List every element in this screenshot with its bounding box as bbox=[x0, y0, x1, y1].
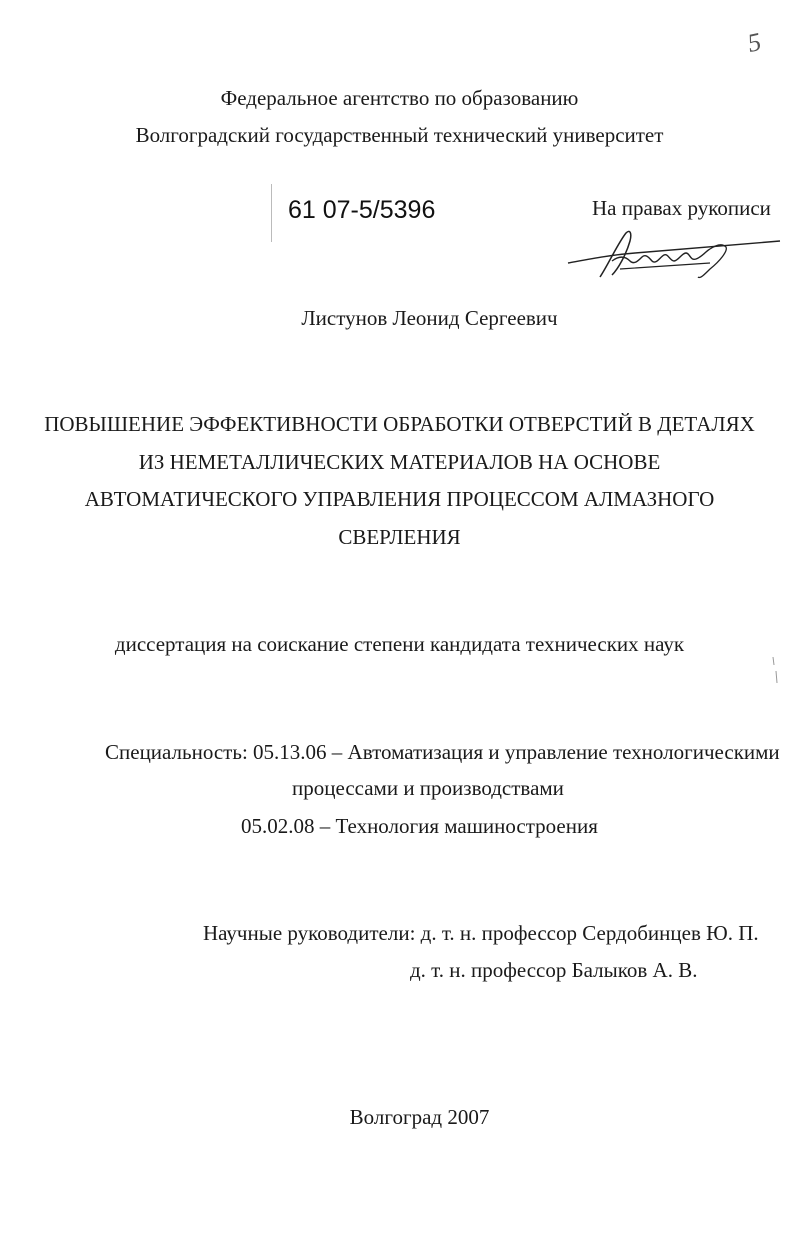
stamp-divider bbox=[271, 184, 272, 242]
university-name: Волгоградский государственный технический университет bbox=[135, 123, 664, 147]
author-name: Листунов Леонид Сергеевич bbox=[301, 306, 558, 330]
page-number-mark: 5 bbox=[745, 26, 764, 59]
supervisors-line-2: д. т. н. профессор Балыков А. В. bbox=[410, 958, 698, 982]
specialty-line-1: Специальность: 05.13.06 – Автоматизация и управление технологическими bbox=[105, 740, 780, 764]
supervisors-line-1: Научные руководители: д. т. н. профессор Сердобинцев Ю. П. bbox=[203, 921, 759, 945]
title-line: АВТОМАТИЧЕСКОГО УПРАВЛЕНИЯ ПРОЦЕССОМ АЛМАЗНОГО bbox=[84, 487, 715, 511]
agency-name: Федеральное агентство по образованию bbox=[220, 86, 579, 110]
title-line: ИЗ НЕМЕТАЛЛИЧЕСКИХ МАТЕРИАЛОВ НА ОСНОВЕ bbox=[138, 449, 661, 474]
manuscript-rights: На правах рукописи bbox=[592, 196, 771, 220]
specialty-line-2: процессами и производствами bbox=[292, 776, 564, 800]
title-line: СВЕРЛЕНИЯ bbox=[338, 524, 461, 549]
city-year: Волгоград 2007 bbox=[349, 1105, 490, 1129]
scan-specks bbox=[771, 655, 779, 685]
dissertation-title bbox=[0, 406, 799, 556]
signature bbox=[560, 225, 785, 285]
degree-statement: диссертация на соискание степени кандидата технических наук bbox=[114, 632, 685, 656]
specialty-line-3: 05.02.08 – Технология машиностроения bbox=[241, 814, 598, 838]
title-line: ПОВЫШЕНИЕ ЭФФЕКТИВНОСТИ ОБРАБОТКИ ОТВЕРСТИЙ В ДЕТАЛЯХ bbox=[44, 412, 755, 436]
archive-number: 61 07-5/5396 bbox=[288, 196, 436, 224]
